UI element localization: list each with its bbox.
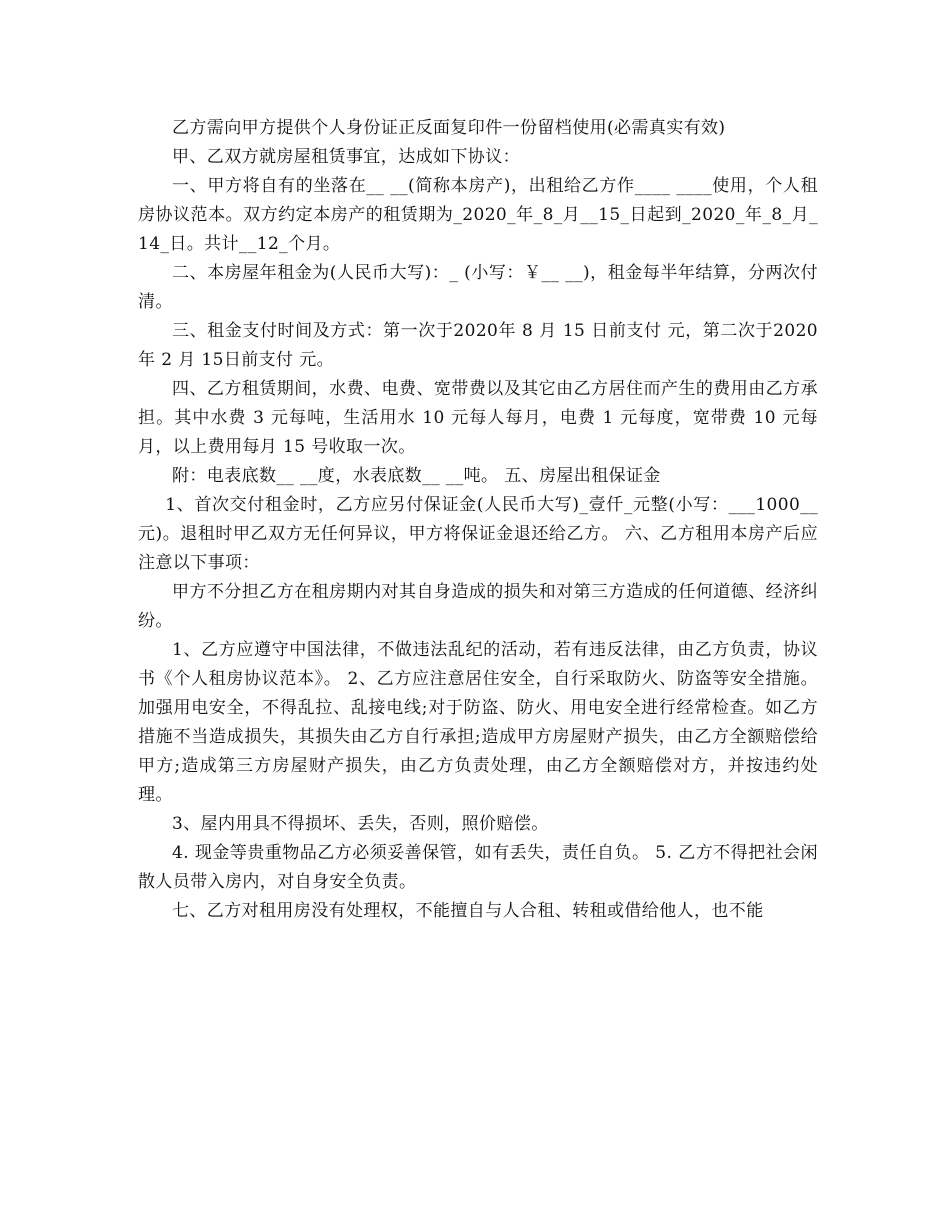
- paragraph-agreement-intro: 甲、乙双方就房屋租赁事宜，达成如下协议：: [172, 147, 520, 167]
- paragraph-clause-7-subletting: 七、乙方对租用房没有处理权，不能擅自与人合租、转租或借给他人，也不能: [172, 901, 764, 921]
- paragraph-id-copy-requirement: 乙方需向甲方提供个人身份证正反面复印件一份留档使用(必需真实有效): [172, 118, 726, 138]
- paragraph-liability: 甲方不分担乙方在租房期内对其自身造成的损失和对第三方造成的任何道德、经济纠纷。: [138, 582, 818, 631]
- paragraph-furnishings: 3、屋内用具不得损坏、丢失，否则，照价赔偿。: [172, 814, 549, 834]
- paragraph-meter-readings: 附：电表底数__ __度，水表底数__ __吨。 五、房屋出租保证金: [172, 466, 661, 486]
- paragraph-clause-4-utilities: 四、乙方租赁期间，水费、电费、宽带费以及其它由乙方居住而产生的费用由乙方承担。其中水费 3 元每吨，生活用水 10 元每人每月，电费 1 元每度，宽带费 10 元每月，以上费用每月 15 号收取一次。: [138, 379, 818, 457]
- document-body: [138, 114, 818, 926]
- paragraph-valuables: 4. 现金等贵重物品乙方必须妥善保管，如有丢失，责任自负。 5. 乙方不得把社会闲散人员带入房内，对自身安全负责。: [138, 843, 818, 892]
- paragraph-clause-1-premises: 一、甲方将自有的坐落在__ __(简称本房产)，出租给乙方作____ ____使用，个人租房协议范本。双方约定本房产的租赁期为_2020_年_8_月__15_日起到_2020_年_8_月_14_日。共计__12_个月。: [138, 176, 818, 254]
- paragraph-clause-2-rent: 二、本房屋年租金为(人民币大写)：_ (小写：￥__ __)，租金每半年结算，分两次付清。: [138, 263, 818, 312]
- paragraph-deposit: 1、首次交付租金时，乙方应另付保证金(人民币大写)_壹仟_元整(小写：___1000__元)。退租时甲乙双方无任何异议，甲方将保证金退还给乙方。 六、乙方租用本房产后应注意以下事项：: [138, 495, 818, 573]
- paragraph-law-and-safety: 1、乙方应遵守中国法律，不做违法乱纪的活动，若有违反法律，由乙方负责，协议书《个人租房协议范本》。 2、乙方应注意居住安全，自行采取防火、防盗等安全措施。加强用电安全，不得乱拉、乱接电线;对于防盗、防火、用电安全进行经常检查。如乙方措施不当造成损失，其损失由乙方自行承担;造成甲方房屋财产损失，由乙方全额赔偿给甲方;造成第三方房屋财产损失，由乙方负责处理，由乙方全额赔偿对方，并按违约处理。: [138, 640, 818, 805]
- paragraph-clause-3-payment: 三、租金支付时间及方式：第一次于2020年 8 月 15 日前支付 元，第二次于2020年 2 月 15日前支付 元。: [138, 321, 818, 370]
